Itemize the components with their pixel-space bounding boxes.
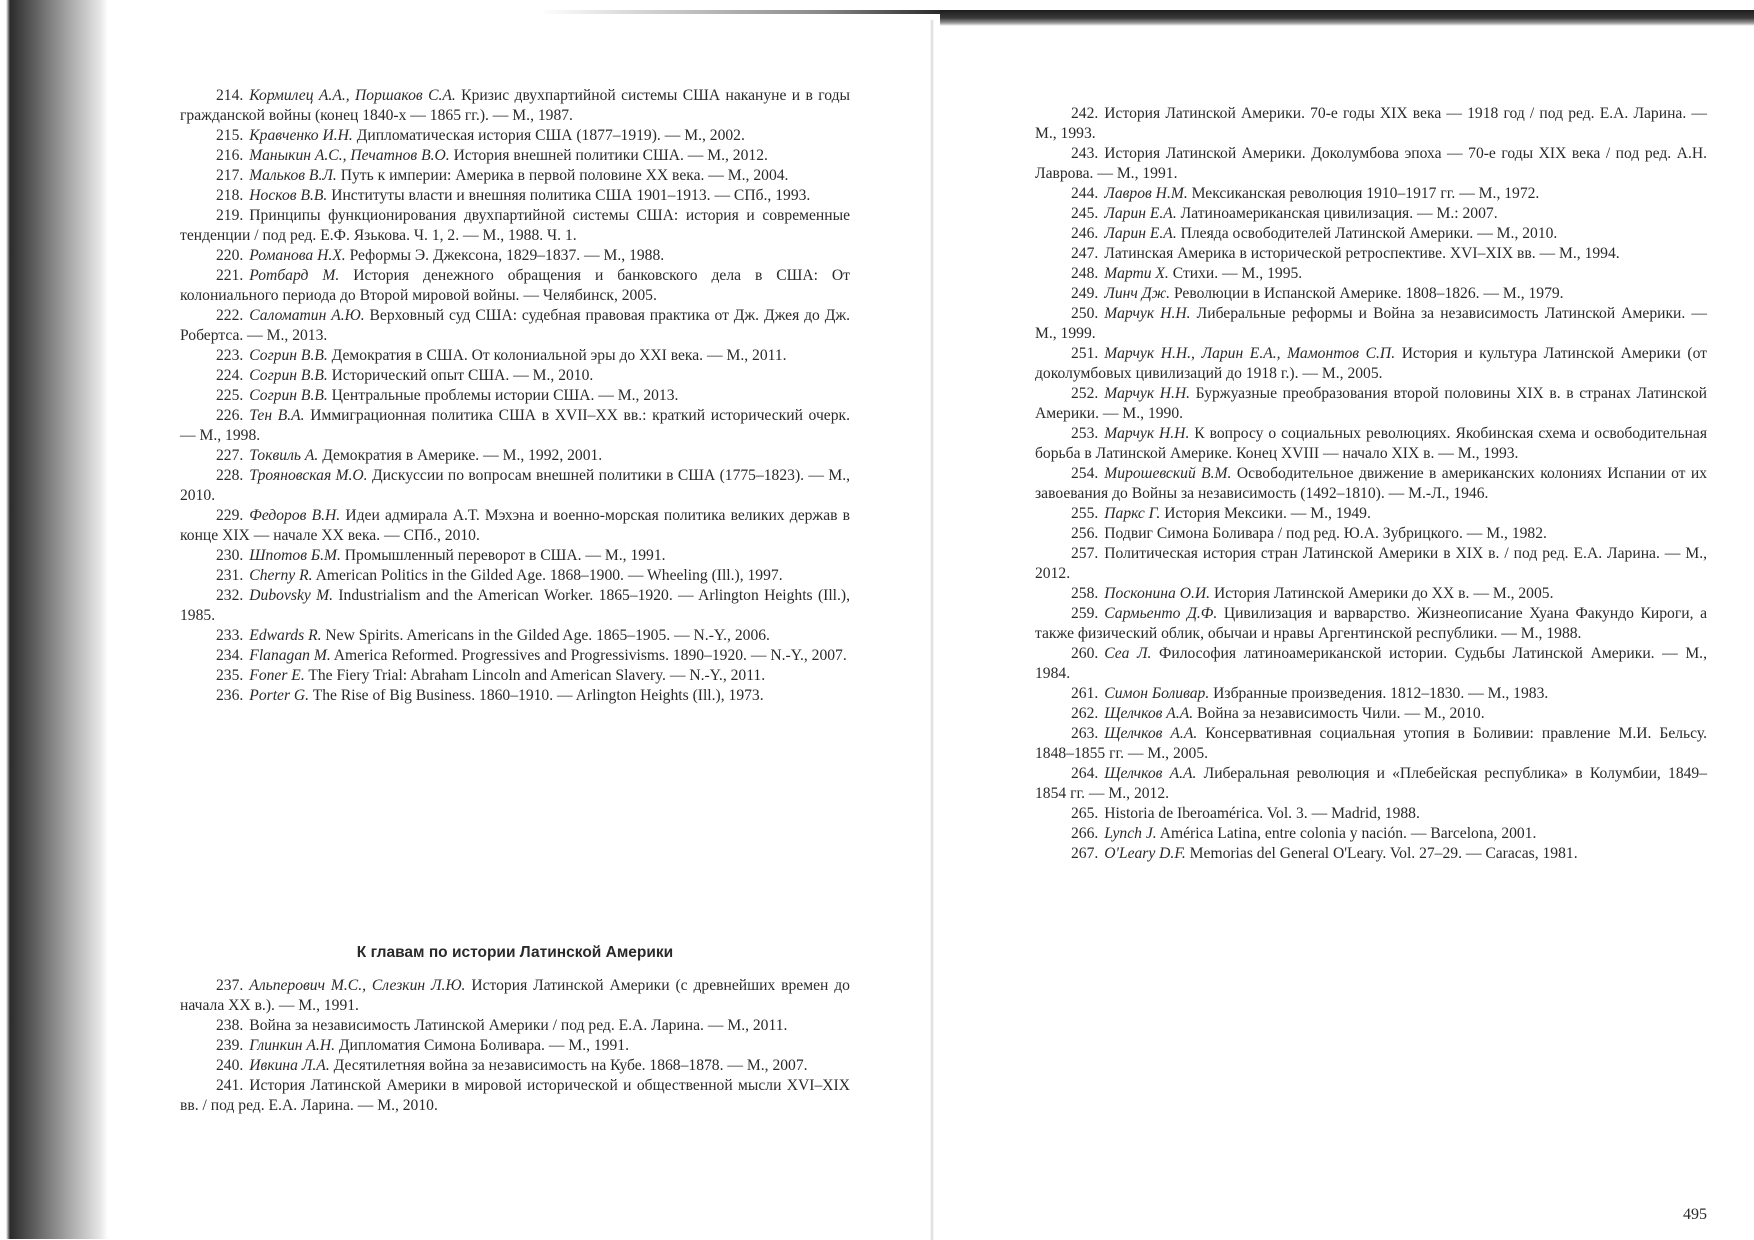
bibliography-entry (1035, 144, 1707, 184)
bibliography-entry (180, 1016, 850, 1036)
entry-text: История Латинской Америки в мировой исторической и общественной мысли XVI–XIX вв. / под ред. Е.А. Ларина. — М., 2010. (180, 1077, 850, 1114)
bibliography-entry (1035, 384, 1707, 424)
bibliography-entry (1035, 824, 1707, 844)
entry-text: История Латинской Америки до XX в. — М., 2005. (1213, 585, 1554, 602)
entry-author: Cea Л. (1104, 645, 1152, 662)
bibliography-entry (180, 546, 850, 566)
entry-author: Lynch J. (1104, 825, 1157, 842)
entry-text: The Fiery Trial: Abraham Lincoln and American Slavery. — N.-Y., 2011. (308, 667, 766, 684)
bibliography-entry (1035, 264, 1707, 284)
entry-number: 262. (1071, 705, 1099, 722)
page-number: 495 (1683, 1206, 1707, 1223)
entry-author: Марти Х. (1104, 265, 1169, 282)
bibliography-entry (180, 166, 850, 186)
entry-author: Глинкин А.Н. (249, 1037, 335, 1054)
entry-number: 252. (1071, 385, 1099, 402)
entry-number: 256. (1071, 525, 1099, 542)
bibliography-entry (1035, 804, 1707, 824)
entry-author: Dubovsky M. (249, 587, 334, 604)
entry-author: Cherny R. (249, 567, 313, 584)
entry-text: Демократия в Америке. — М., 1992, 2001. (322, 447, 603, 464)
entry-number: 260. (1071, 645, 1099, 662)
entry-number: 227. (216, 447, 244, 464)
entry-text: Освободительное движение в американских колониях Испании от их завоевания до Войны за независимость (1492–1810). — М.-Л., 1946. (1035, 465, 1707, 502)
entry-text: Путь к империи: Америка в первой половине XX века. — М., 2004. (340, 167, 789, 184)
entry-number: 229. (216, 507, 244, 524)
entry-text: Мексиканская революция 1910–1917 гг. — М., 1972. (1191, 185, 1540, 202)
entry-number: 247. (1071, 245, 1099, 262)
left-page-entries-top (180, 86, 850, 706)
scan-top-edge-left (540, 10, 940, 14)
bibliography-entry (1035, 544, 1707, 584)
entry-number: 261. (1071, 685, 1099, 702)
entry-text: Философия латиноамериканской истории. Судьбы Латинской Америки. — М., 1984. (1035, 645, 1707, 682)
left-page-entries-bottom (180, 976, 850, 1116)
entry-number: 228. (216, 467, 244, 484)
entry-text: История денежного обращения и банковского дела в США: От колониального периода до Второй мировой войны. — Челябинск, 2005. (180, 267, 850, 304)
entry-author: Романова Н.Х. (249, 247, 346, 264)
entry-text: Memorias del General O'Leary. Vol. 27–29. — Caracas, 1981. (1189, 845, 1578, 862)
entry-author: Мирошевский В.М. (1104, 465, 1232, 482)
bibliography-entry (180, 586, 850, 626)
bibliography-entry (1035, 184, 1707, 204)
right-page-entries (1035, 104, 1707, 864)
entry-text: New Spirits. Americans in the Gilded Age. 1865–1905. — N.-Y., 2006. (325, 627, 770, 644)
entry-number: 266. (1071, 825, 1099, 842)
entry-author: Щелчков А.А. (1104, 725, 1198, 742)
bibliography-entry (180, 146, 850, 166)
bibliography-entry (180, 626, 850, 646)
entry-author: Паркс Г. (1104, 505, 1161, 522)
bibliography-entry (1035, 464, 1707, 504)
bibliography-entry (1035, 504, 1707, 524)
book-spine (930, 20, 934, 1240)
entry-author: Ларин Е.А. (1104, 205, 1177, 222)
entry-text: Идеи адмирала А.Т. Мэхэна и военно-морская политика великих держав в конце XIX — начале XX века. — СПб., 2010. (180, 507, 851, 544)
entry-number: 224. (216, 367, 244, 384)
entry-text: Исторический опыт США. — М., 2010. (331, 367, 594, 384)
entry-text: Война за независимость Латинской Америки / под ред. Е.А. Ларина. — М., 2011. (249, 1017, 788, 1034)
bibliography-entry (1035, 204, 1707, 224)
bibliography-entry (180, 976, 850, 1016)
entry-author: Щелчков А.А. (1104, 765, 1197, 782)
entry-text: Буржуазные преобразования второй половины XIX в. в странах Латинской Америки. — М., 1990. (1035, 385, 1707, 422)
entry-number: 264. (1071, 765, 1099, 782)
entry-text: Революции в Испанской Америке. 1808–1826. — М., 1979. (1173, 285, 1564, 302)
entry-number: 254. (1071, 465, 1099, 482)
entry-text: Historia de Iberoamérica. Vol. 3. — Madrid, 1988. (1104, 805, 1420, 822)
entry-author: Федоров В.Н. (249, 507, 341, 524)
entry-number: 241. (216, 1077, 244, 1094)
bibliography-entry (180, 126, 850, 146)
entry-number: 219. (216, 207, 244, 224)
bibliography-entry (1035, 584, 1707, 604)
entry-author: Марчук Н.Н. (1104, 305, 1191, 322)
entry-number: 249. (1071, 285, 1099, 302)
entry-text: America Reformed. Progressives and Progressivisms. 1890–1920. — N.-Y., 2007. (333, 647, 847, 664)
entry-text: Дискуссии по вопросам внешней политики в США (1775–1823). — М., 2010. (180, 467, 850, 504)
entry-author: Flanagan M. (249, 647, 331, 664)
left-page-latin-america-section (180, 944, 850, 1116)
entry-number: 237. (216, 977, 244, 994)
entry-text: История и культура Латинской Америки (от доколумбовых цивилизаций до 1918 г.). — М., 2005. (1035, 345, 1707, 382)
entry-text: История Мексики. — М., 1949. (1164, 505, 1371, 522)
entry-author: O'Leary D.F. (1104, 845, 1186, 862)
entry-number: 231. (216, 567, 244, 584)
bibliography-entry (180, 346, 850, 366)
entry-text: The Rise of Big Business. 1860–1910. — Arlington Heights (Ill.), 1973. (312, 687, 764, 704)
entry-number: 239. (216, 1037, 244, 1054)
bibliography-entry (180, 1056, 850, 1076)
bibliography-entry (180, 1036, 850, 1056)
entry-number: 263. (1071, 725, 1099, 742)
entry-number: 236. (216, 687, 244, 704)
entry-author: Лавров Н.М. (1104, 185, 1188, 202)
bibliography-entry (1035, 724, 1707, 764)
entry-number: 259. (1071, 605, 1099, 622)
entry-number: 257. (1071, 545, 1099, 562)
entry-author: Согрин В.В. (249, 347, 328, 364)
entry-number: 251. (1071, 345, 1099, 362)
entry-number: 230. (216, 547, 244, 564)
entry-text: Верховный суд США: судебная правовая практика от Дж. Джея до Дж. Робертса. — М., 2013. (180, 307, 851, 344)
bibliography-entry (180, 86, 850, 126)
entry-text: Кризис двухпартийной системы США накануне и в годы гражданской войны (конец 1840-х — 1865 гг.). — М., 1987. (180, 87, 850, 124)
bibliography-entry (1035, 244, 1707, 264)
bibliography-entry (1035, 604, 1707, 644)
entry-number: 232. (216, 587, 244, 604)
entry-number: 245. (1071, 205, 1099, 222)
entry-author: Сармьенто Д.Ф. (1104, 605, 1218, 622)
entry-author: Edwards R. (249, 627, 322, 644)
entry-author: Марчук Н.Н. (1104, 385, 1191, 402)
bibliography-entry (180, 1076, 850, 1116)
bibliography-entry (1035, 644, 1707, 684)
entry-text: Подвиг Симона Боливара / под ред. Ю.А. Зубрицкого. — М., 1982. (1104, 525, 1547, 542)
entry-author: Носков В.В. (249, 187, 328, 204)
entry-text: История Латинской Америки (с древнейших времен до начала XX в.). — М., 1991. (180, 977, 850, 1014)
entry-number: 240. (216, 1057, 244, 1074)
entry-author: Ларин Е.А. (1104, 225, 1177, 242)
entry-text: Плеяда освободителей Латинской Америки. — М., 2010. (1180, 225, 1558, 242)
entry-text: Война за независимость Чили. — М., 2010. (1197, 705, 1485, 722)
bibliography-entry (1035, 424, 1707, 464)
entry-text: Избранные произведения. 1812–1830. — М., 1983. (1213, 685, 1549, 702)
entry-author: Кормилец А.А., Поршаков С.А. (249, 87, 456, 104)
entry-number: 250. (1071, 305, 1099, 322)
entry-text: Промышленный переворот в США. — М., 1991. (344, 547, 666, 564)
bibliography-entry (180, 206, 850, 246)
entry-author: Согрин В.В. (249, 367, 328, 384)
entry-text: América Latina, entre colonia y nación. — Barcelona, 2001. (1159, 825, 1537, 842)
entry-text: Демократия в США. От колониальной эры до XXI века. — М., 2011. (331, 347, 787, 364)
bibliography-entry (1035, 844, 1707, 864)
entry-author: Маныкин А.С., Печатнов В.О. (249, 147, 450, 164)
bibliography-entry (180, 446, 850, 466)
bibliography-entry (180, 566, 850, 586)
entry-text: К вопросу о социальных революциях. Якобинская схема и освободительная борьба в Латинской Америке. Конец XVIII — начало XIX в. — М., 1993. (1035, 425, 1707, 462)
entry-text: История Латинской Америки. Доколумбова эпоха — 70-е годы XIX века / под ред. А.Н. Лаврова. — М., 1991. (1035, 145, 1707, 182)
bibliography-entry (1035, 304, 1707, 344)
bibliography-entry (180, 686, 850, 706)
entry-author: Посконина О.И. (1104, 585, 1211, 602)
section-heading: К главам по истории Латинской Америки (356, 944, 674, 961)
bibliography-entry (180, 186, 850, 206)
bibliography-entry (180, 666, 850, 686)
entry-number: 214. (216, 87, 244, 104)
entry-text: Десятилетняя война за независимость на Кубе. 1868–1878. — М., 2007. (333, 1057, 808, 1074)
entry-number: 220. (216, 247, 244, 264)
entry-author: Линч Дж. (1104, 285, 1171, 302)
bibliography-entry (180, 506, 850, 546)
entry-author: Марчук Н.Н. (1104, 425, 1190, 442)
entry-number: 258. (1071, 585, 1099, 602)
bibliography-entry (1035, 524, 1707, 544)
entry-text: Цивилизация и варварство. Жизнеописание Хуана Факундо Кироги, а также физический облик, обычаи и нравы Аргентинской республики. — М., 1988. (1035, 605, 1707, 642)
entry-text: Industrialism and the American Worker. 1865–1920. — Arlington Heights (Ill.), 1985. (180, 587, 850, 624)
entry-text: Либеральная революция и «Плебейская республика» в Колумбии, 1849–1854 гг. — М., 2012. (1035, 765, 1708, 802)
entry-text: Дипломатия Симона Боливара. — М., 1991. (338, 1037, 629, 1054)
entry-text: Латинская Америка в исторической ретроспективе. XVI–XIX вв. — М., 1994. (1104, 245, 1620, 262)
entry-number: 221. (216, 267, 244, 284)
entry-text: Реформы Э. Джексона, 1829–1837. — М., 1988. (349, 247, 665, 264)
bibliography-entry (180, 386, 850, 406)
entry-text: Иммиграционная политика США в XVII–XX вв.: краткий исторический очерк. — М., 1998. (180, 407, 850, 444)
bibliography-entry (1035, 684, 1707, 704)
entry-number: 233. (216, 627, 244, 644)
entry-author: Согрин В.В. (249, 387, 328, 404)
entry-author: Foner E. (249, 667, 305, 684)
entry-number: 217. (216, 167, 244, 184)
entry-number: 234. (216, 647, 244, 664)
bibliography-entry (1035, 224, 1707, 244)
entry-number: 216. (216, 147, 244, 164)
entry-number: 215. (216, 127, 244, 144)
scan-top-edge-right (940, 10, 1754, 26)
entry-number: 223. (216, 347, 244, 364)
entry-author: Симон Боливар. (1104, 685, 1210, 702)
entry-author: Щелчков А.А. (1104, 705, 1194, 722)
entry-text: Принципы функционирования двухпартийной системы США: история и современные тенденции / под ред. Е.Ф. Язькова. Ч. 1, 2. — М., 1988. Ч. 1. (180, 207, 850, 244)
bibliography-entry (1035, 104, 1707, 144)
entry-number: 235. (216, 667, 244, 684)
bibliography-entry (180, 466, 850, 506)
entry-author: Кравченко И.Н. (249, 127, 353, 144)
entry-author: Тен В.А. (249, 407, 305, 424)
bibliography-entry (1035, 284, 1707, 304)
entry-number: 225. (216, 387, 244, 404)
entry-number: 267. (1071, 845, 1099, 862)
entry-text: Институты власти и внешняя политика США 1901–1913. — СПб., 1993. (331, 187, 811, 204)
entry-number: 218. (216, 187, 244, 204)
entry-text: Политическая история стран Латинской Америки в XIX в. / под ред. Е.А. Ларина. — М., 2012. (1035, 545, 1707, 582)
entry-number: 243. (1071, 145, 1099, 162)
entry-author: Мальков В.Л. (249, 167, 337, 184)
entry-number: 248. (1071, 265, 1099, 282)
entry-author: Марчук Н.Н., Ларин Е.А., Мамонтов С.П. (1104, 345, 1396, 362)
bibliography-entry (1035, 344, 1707, 384)
entry-text: Латиноамериканская цивилизация. — М.: 2007. (1180, 205, 1498, 222)
entry-author: Porter G. (249, 687, 310, 704)
entry-number: 242. (1071, 105, 1099, 122)
bibliography-entry (180, 266, 850, 306)
entry-text: American Politics in the Gilded Age. 1868–1900. — Wheeling (Ill.), 1997. (315, 567, 783, 584)
entry-number: 246. (1071, 225, 1099, 242)
entry-text: Дипломатическая история США (1877–1919). — М., 2002. (356, 127, 745, 144)
entry-author: Шпотов Б.М. (249, 547, 341, 564)
bibliography-entry (180, 366, 850, 386)
bibliography-entry (180, 646, 850, 666)
entry-number: 255. (1071, 505, 1099, 522)
bibliography-entry (180, 306, 850, 346)
entry-number: 244. (1071, 185, 1099, 202)
entry-author: Саломатин А.Ю. (249, 307, 365, 324)
entry-text: Центральные проблемы истории США. — М., 2013. (331, 387, 679, 404)
bibliography-entry (1035, 764, 1707, 804)
bibliography-entry (180, 246, 850, 266)
entry-number: 265. (1071, 805, 1099, 822)
entry-author: Трояновская М.О. (249, 467, 368, 484)
entry-number: 226. (216, 407, 244, 424)
entry-author: Ивкина Л.А. (249, 1057, 330, 1074)
entry-text: История Латинской Америки. 70-е годы XIX века — 1918 год / под ред. Е.А. Ларина. — М., 1993. (1035, 105, 1707, 142)
bibliography-entry (180, 406, 850, 446)
entry-number: 253. (1071, 425, 1099, 442)
entry-author: Ротбард М. (249, 267, 340, 284)
entry-text: Стихи. — М., 1995. (1172, 265, 1303, 282)
entry-number: 222. (216, 307, 244, 324)
entry-author: Токвиль А. (249, 447, 319, 464)
scan-gutter-shadow (0, 0, 108, 1239)
entry-text: Либеральные реформы и Война за независимость Латинской Америки. — М., 1999. (1035, 305, 1707, 342)
entry-author: Альперович М.С., Слезкин Л.Ю. (249, 977, 466, 994)
entry-text: Консервативная социальная утопия в Боливии: правление М.И. Бельсу. 1848–1855 гг. — М., 2005. (1035, 725, 1708, 762)
entry-number: 238. (216, 1017, 244, 1034)
entry-text: История внешней политики США. — М., 2012. (453, 147, 768, 164)
bibliography-entry (1035, 704, 1707, 724)
